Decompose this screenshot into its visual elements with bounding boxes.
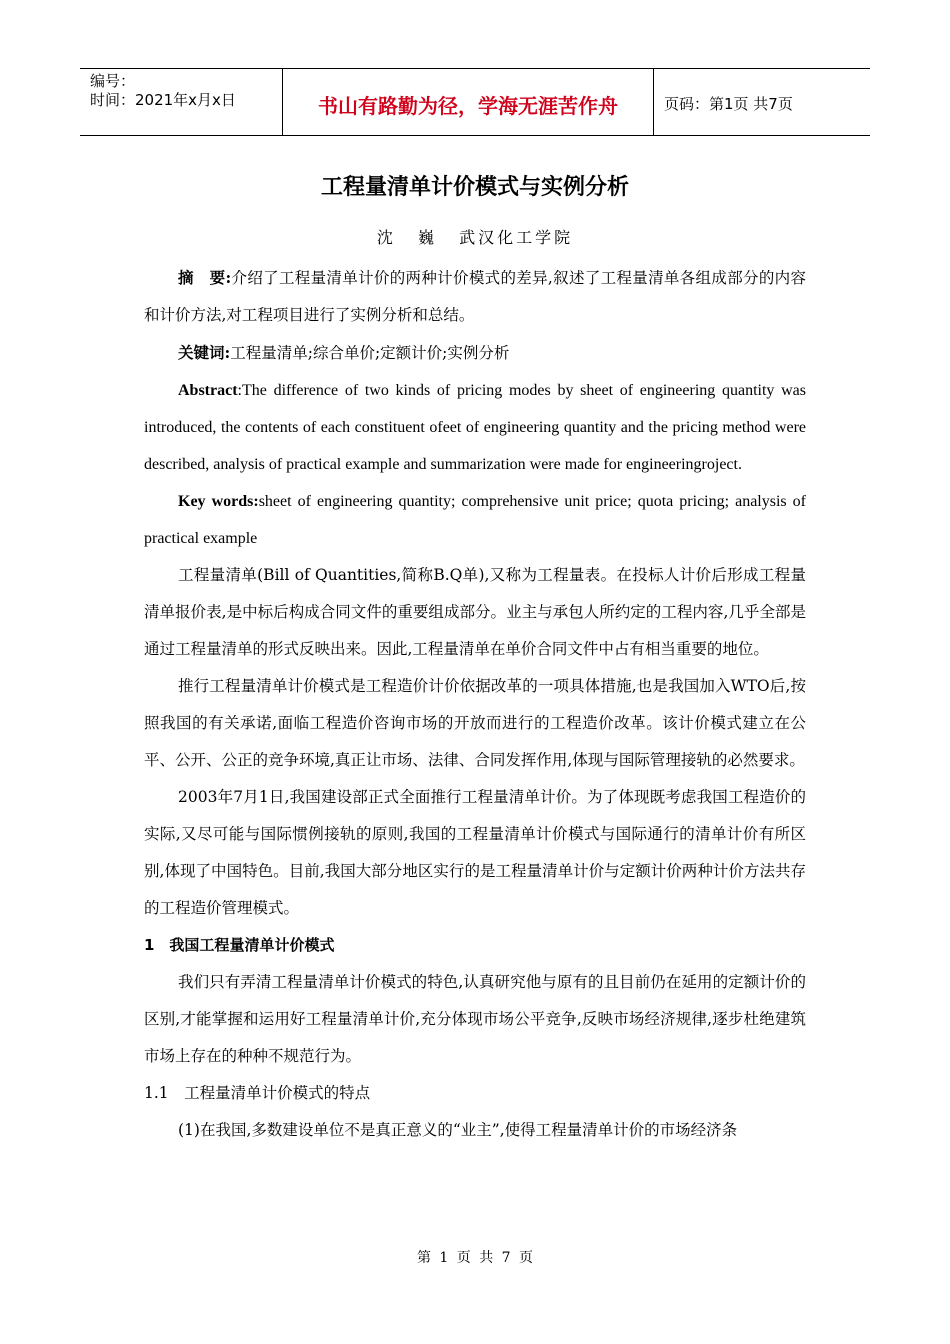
abstract-text: 介绍了工程量清单计价的两种计价模式的差异,叙述了工程量清单各组成部分的内容和计价方法,对工程项目进行了实例分析和总结。 xyxy=(144,269,806,324)
abstract-en xyxy=(144,372,806,483)
section-1-paragraph: 我们只有弄清工程量清单计价模式的特色,认真研究他与原有的且目前仍在延用的定额计价的区别,才能掌握和运用好工程量清单计价,充分体现市场公平竞争,反映市场经济规律,逐步杜绝建筑市场上存在的种种不规范行为。 xyxy=(144,973,806,1065)
document-date: 时间：2021年x月x日 xyxy=(90,91,236,109)
body-paragraph: 工程量清单(Bill of Quantities,简称B.Q单),又称为工程量表。在投标人计价后形成工程量清单报价表,是中标后构成合同文件的重要组成部分。业主与承包人所约定的工程内容,几乎全部是通过工程量清单的形式反映出来。因此,工程量清单在单价合同文件中占有相当重要的地位。 xyxy=(144,566,806,658)
keywords-en xyxy=(144,483,806,557)
page-footer: 第 1 页 共 7 页 xyxy=(416,1250,534,1266)
section-heading-1: 1 我国工程量清单计价模式 xyxy=(144,936,335,954)
keywords-cn xyxy=(144,334,806,372)
header-page-info: 页码：第1页 共7页 xyxy=(664,94,793,113)
keywords-label: 关键词: xyxy=(178,343,231,362)
keywords-en-text: sheet of engineering quantity; comprehensive unit price; quota pricing; analysis of practical example xyxy=(144,493,807,547)
body-paragraph: 2003年7月1日,我国建设部正式全面推行工程量清单计价。为了体现既考虑我国工程造价的实际,又尽可能与国际惯例接轨的原则,我国的工程量清单计价模式与国际通行的清单计价有所区别,体现了中国特色。目前,我国大部分地区实行的是工程量清单计价与定额计价两种计价方法共存的工程造价管理模式。 xyxy=(144,788,806,917)
document-title: 工程量清单计价模式与实例分析 xyxy=(320,175,629,200)
abstract-cn xyxy=(144,259,806,334)
abstract-en-text: :The difference of two kinds of pricing modes by sheet of engineering quantity was introduced, the contents of each constituent ofeet of engineering quantity and the pricing method were described, analysis of practical example and summarization were made for engineeringroject. xyxy=(144,382,806,473)
header-meta xyxy=(80,69,282,135)
keywords-en-label: Key words: xyxy=(178,493,259,510)
document-number: 编号： xyxy=(90,72,136,90)
body-paragraph: 推行工程量清单计价模式是工程造价计价依据改革的一项具体措施,也是我国加入WTO后,按照我国的有关承诺,面临工程造价咨询市场的开放而进行的工程造价改革。该计价模式建立在公平、公开、公正的竞争环境,真正让市场、法律、合同发挥作用,体现与国际管理接轨的必然要求。 xyxy=(144,677,806,769)
section-heading-1-1: 1.1 工程量清单计价模式的特点 xyxy=(144,1084,371,1102)
abstract-label: 摘 要: xyxy=(178,268,232,287)
page-header xyxy=(80,68,870,136)
abstract-en-label: Abstract xyxy=(178,382,238,399)
document-body xyxy=(144,259,806,1149)
author-line: 沈 巍 武汉化工学院 xyxy=(376,228,574,247)
keywords-text: 工程量清单;综合单价;定额计价;实例分析 xyxy=(230,344,510,362)
header-motto: 书山有路勤为径，学海无涯苦作舟 xyxy=(282,69,654,135)
section-1-1-paragraph: (1)在我国,多数建设单位不是真正意义的“业主”,使得工程量清单计价的市场经济条 xyxy=(178,1121,738,1139)
